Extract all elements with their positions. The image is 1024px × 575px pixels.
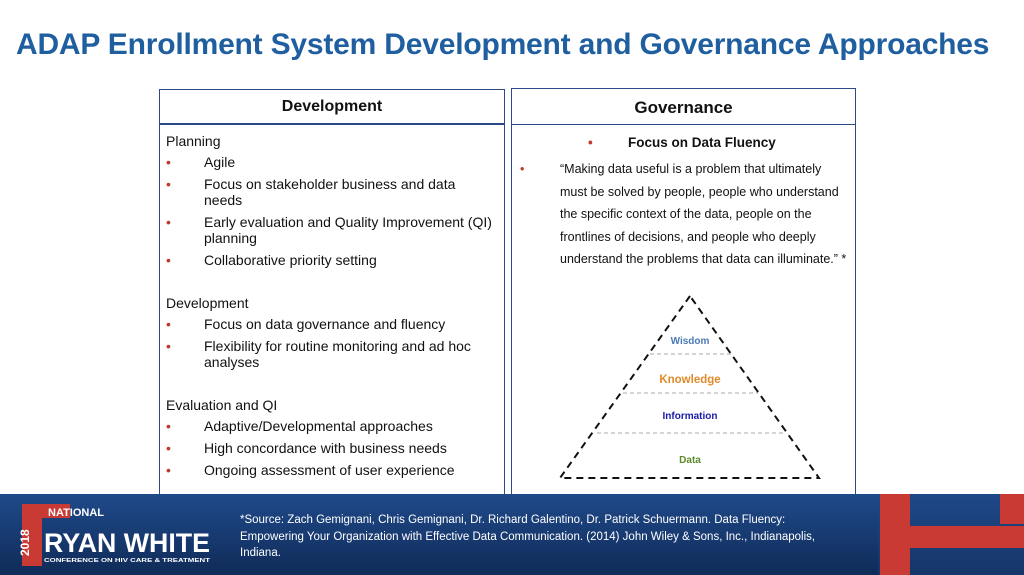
- bullet-icon: •: [166, 176, 171, 192]
- bullet-icon: •: [166, 214, 171, 230]
- bullet-icon: •: [166, 440, 171, 456]
- bullet-icon: •: [166, 418, 171, 434]
- pyramid-level-knowledge: Knowledge: [659, 374, 721, 386]
- conference-logo: [0, 494, 230, 575]
- bullet-icon: •: [588, 135, 593, 150]
- list-item: • Adaptive/Developmental approaches: [166, 418, 433, 434]
- development-header: Development: [159, 89, 505, 125]
- bullet-icon: •: [166, 338, 171, 354]
- list-item: • Collaborative priority setting: [166, 252, 377, 268]
- governance-focus: • Focus on Data Fluency: [588, 135, 776, 150]
- bullet-icon: •: [520, 162, 525, 176]
- pyramid-level-information: Information: [662, 411, 718, 422]
- logo-national: NATIONAL: [48, 507, 105, 519]
- list-item: • Focus on data governance and fluency: [166, 316, 446, 332]
- logo-subtitle: CONFERENCE ON HIV CARE & TREATMENT: [44, 558, 211, 564]
- bullet-icon: •: [166, 154, 171, 170]
- pyramid-level-data: Data: [679, 455, 701, 466]
- development-section: [166, 295, 496, 370]
- list-item: • Focus on stakeholder business and data needs: [166, 176, 456, 208]
- list-item: • Flexibility for routine monitoring and ad hoc analyses: [166, 338, 471, 370]
- dikw-pyramid: [555, 292, 825, 482]
- source-citation: *Source: Zach Gemignani, Chris Gemignani, Dr. Richard Galentino, Dr. Patrick Schuermann. Data Fluency: Empowering Your Organization with Effective Data Communication. (2014) John Wiley & Sons, Inc., Indianapolis, Indiana.: [240, 514, 816, 559]
- bullet-icon: •: [166, 316, 171, 332]
- section-title: Development: [166, 295, 249, 311]
- pyramid-outline: [560, 296, 819, 478]
- pyramid-level-wisdom: Wisdom: [670, 336, 710, 347]
- section-title: Planning: [166, 133, 221, 149]
- bullet-icon: •: [166, 252, 171, 268]
- planning-section: [166, 133, 496, 268]
- evaluation-section: [166, 397, 496, 478]
- development-content: [166, 133, 496, 505]
- list-item: • Early evaluation and Quality Improvement (QI) planning: [166, 214, 492, 246]
- section-title: Evaluation and QI: [166, 397, 278, 413]
- list-item: • High concordance with business needs: [166, 440, 447, 456]
- page-title: ADAP Enrollment System Development and Governance Approaches: [16, 28, 990, 61]
- logo-name: RYAN WHITE: [44, 528, 210, 558]
- list-item: • Ongoing assessment of user experience: [166, 462, 455, 478]
- governance-quote: • “Making data useful is a problem that ultimately must be solved by people, people who understand the specific context of the data, people on the frontlines of decisions, and people who deeply understand the problems that data can illuminate.” *: [520, 158, 850, 271]
- governance-header: Governance: [511, 88, 856, 125]
- bullet-icon: •: [166, 462, 171, 478]
- logo-year: 2018: [18, 529, 32, 556]
- list-item: • Agile: [166, 154, 236, 170]
